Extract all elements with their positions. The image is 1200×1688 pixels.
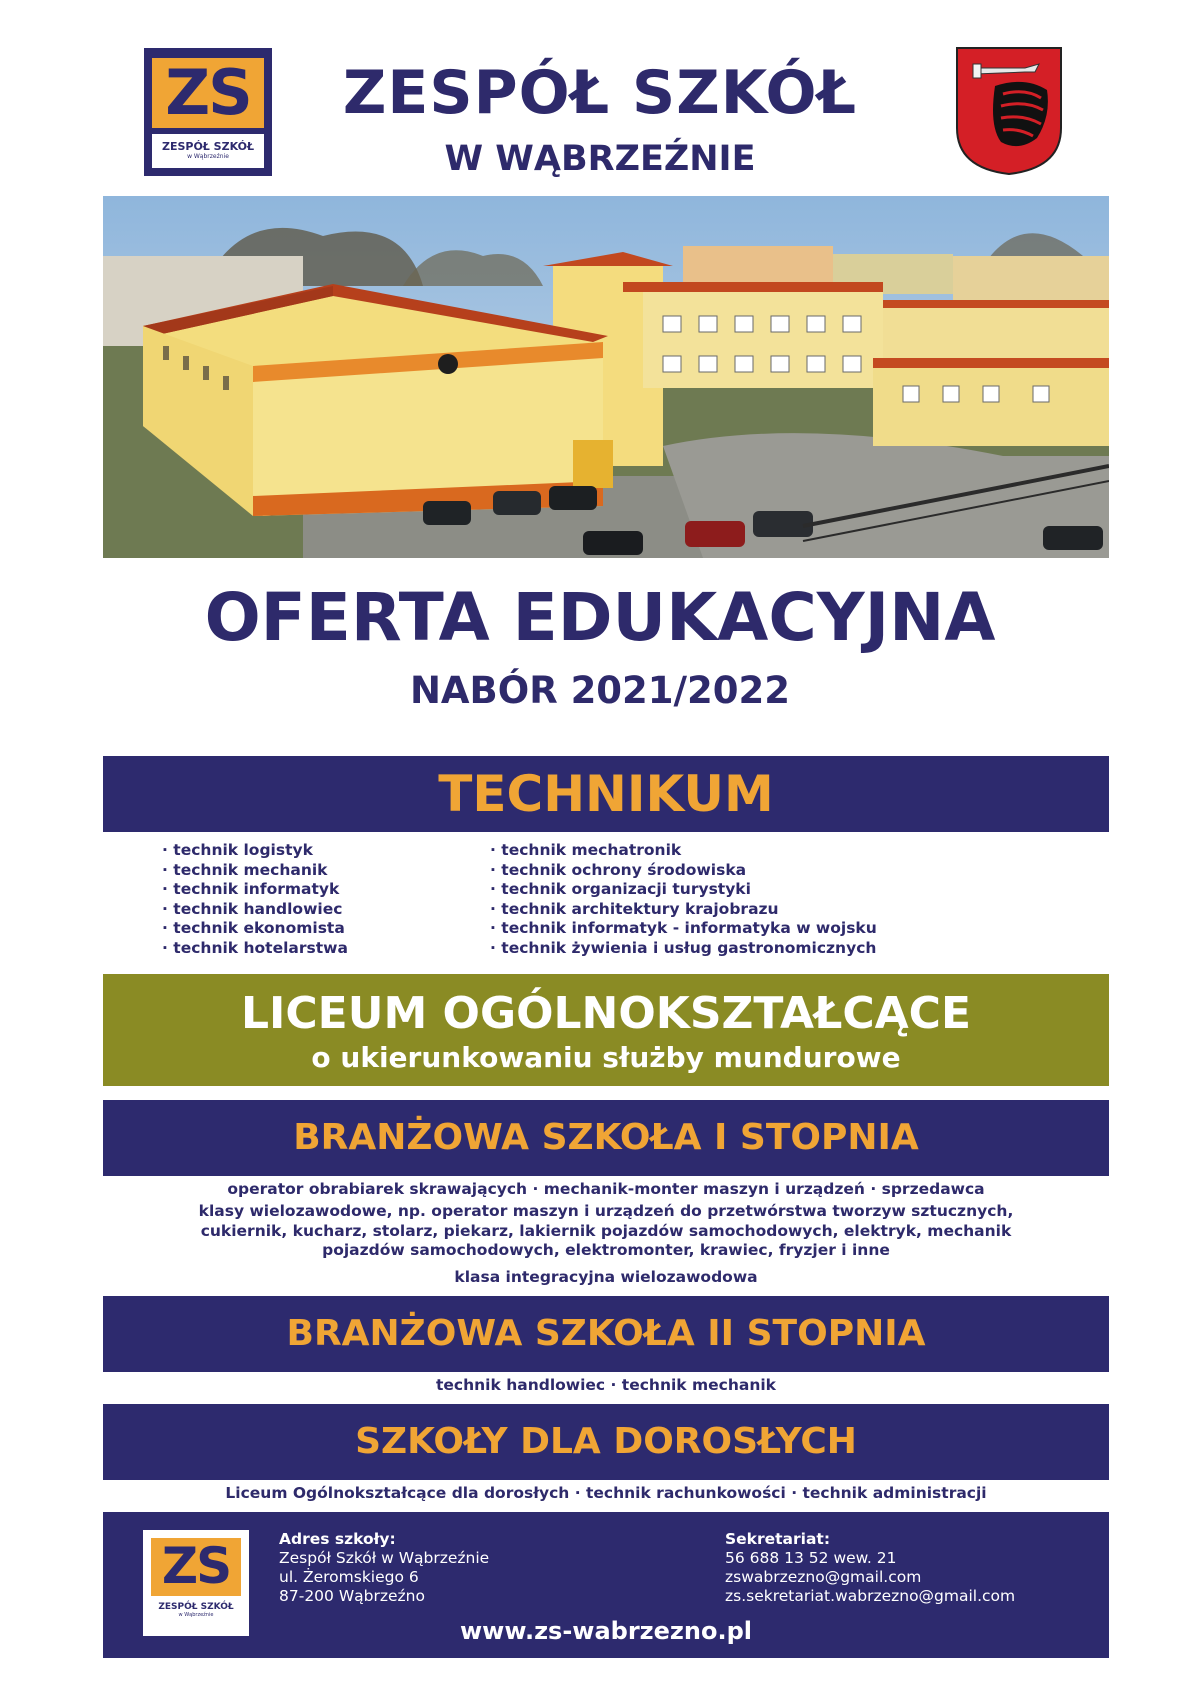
list-item: · technik żywienia i usług gastronomicznych (490, 939, 877, 959)
footer-logo-letters: ZS (161, 1538, 231, 1595)
liceum-subheading: o ukierunkowaniu służby mundurowe (311, 1041, 901, 1074)
page-subtitle: W WĄBRZEŹNIE (444, 139, 756, 179)
list-item: · technik ochrony środowiska (490, 861, 877, 881)
offer-subtitle: NABÓR 2021/2022 (409, 669, 791, 712)
branzowa-1-integration: klasa integracyjna wielozawodowa (454, 1268, 758, 1286)
list-item: · technik mechanik (162, 861, 348, 881)
address-line: ul. Żeromskiego 6 (279, 1568, 419, 1586)
list-item: · technik hotelarstwa (162, 939, 348, 959)
adult-schools-heading: SZKOŁY DLA DOROSŁYCH (103, 1404, 1109, 1480)
liceum-banner (103, 974, 1109, 1086)
technikum-list-left (162, 841, 348, 958)
list-item: · technik organizacji turystyki (490, 880, 877, 900)
list-item: · technik handlowiec (162, 900, 348, 920)
branzowa-1-multi-line: klasy wielozawodowe, np. operator maszyn i urządzeń do przetwórstwa tworzyw sztucznych, (198, 1202, 1014, 1220)
list-item: · technik mechatronik (490, 841, 877, 861)
liceum-heading: LICEUM OGÓLNOKSZTAŁCĄCE (240, 988, 972, 1039)
website-link[interactable]: www.zs-wabrzezno.pl (459, 1617, 752, 1645)
secretariat-heading: Sekretariat: (725, 1530, 831, 1548)
logo-caption: ZESPÓŁ SZKÓŁ (161, 140, 255, 153)
school-address (279, 1530, 489, 1606)
contact-footer (103, 1512, 1109, 1658)
secretariat-contact (725, 1530, 1015, 1606)
footer-logo-caption: ZESPÓŁ SZKÓŁ (158, 1602, 234, 1612)
page-title: ZESPÓŁ SZKÓŁ (342, 58, 858, 128)
footer-logo-subcaption: w Wąbrzeźnie (178, 1612, 214, 1618)
coat-of-arms-icon (955, 46, 1063, 176)
logo-subcaption: w Wąbrzeźnie (187, 153, 229, 160)
address-line: Zespół Szkół w Wąbrzeźnie (279, 1549, 490, 1567)
school-building-photo (103, 196, 1109, 558)
branzowa-1-multi-professions (103, 1202, 1109, 1261)
list-item: · technik ekonomista (162, 919, 348, 939)
branzowa-1-multi-line: pojazdów samochodowych, elektromonter, krawiec, fryzjer i inne (322, 1241, 890, 1259)
email-link[interactable]: zs.sekretariat.wabrzezno@gmail.com (725, 1587, 1016, 1605)
address-line: 87-200 Wąbrzeźno (279, 1587, 425, 1605)
address-heading: Adres szkoły: (279, 1530, 396, 1548)
branzowa-1-multi-line: cukiernik, kucharz, stolarz, piekarz, lakiernik pojazdów samochodowych, elektryk, mechanik (200, 1221, 1012, 1240)
list-item: · technik architektury krajobrazu (490, 900, 877, 920)
branzowa-2-heading: BRANŻOWA SZKOŁA II STOPNIA (103, 1296, 1109, 1372)
logo-letters: ZS (165, 58, 251, 128)
branzowa-1-heading: BRANŻOWA SZKOŁA I STOPNIA (103, 1100, 1109, 1176)
list-item: · technik informatyk - informatyka w wojsku (490, 919, 877, 939)
phone-number: 56 688 13 52 wew. 21 (725, 1549, 897, 1567)
offer-title: OFERTA EDUKACYJNA (204, 579, 996, 656)
list-item: · technik informatyk (162, 880, 348, 900)
branzowa-2-professions: technik handlowiec · technik mechanik (436, 1376, 776, 1394)
branzowa-1-professions: operator obrabiarek skrawających · mechanik-monter maszyn i urządzeń · sprzedawca (227, 1180, 985, 1198)
adult-schools-list: Liceum Ogólnokształcące dla dorosłych · technik rachunkowości · technik administracji (225, 1484, 987, 1502)
technikum-heading: TECHNIKUM (103, 756, 1109, 832)
school-logo (144, 48, 272, 176)
technikum-list-right (490, 841, 877, 958)
email-link[interactable]: zswabrzezno@gmail.com (725, 1568, 922, 1586)
list-item: · technik logistyk (162, 841, 348, 861)
